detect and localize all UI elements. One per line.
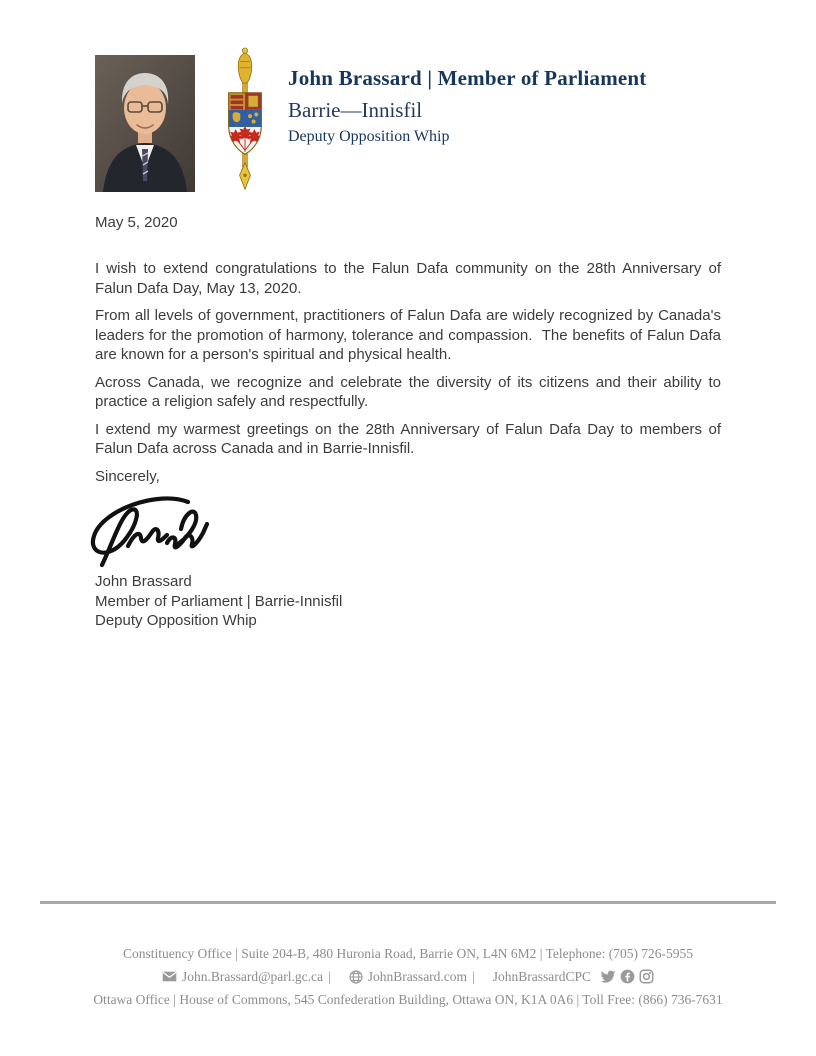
letter-date: May 5, 2020: [95, 214, 178, 231]
letterhead-riding: Barrie—Innisfil: [288, 98, 423, 122]
footer-divider: [40, 901, 776, 904]
mp-portrait-photo: [95, 55, 195, 192]
footer-social-handle: JohnBrassardCPC: [492, 969, 592, 984]
signer-name: John Brassard: [95, 573, 192, 590]
social-icons: [600, 969, 654, 984]
globe-icon: [349, 970, 363, 984]
letterhead-role: Deputy Opposition Whip: [288, 128, 450, 145]
footer-constituency-line: Constituency Office | Suite 204-B, 480 Huronia Road, Barrie ON, L4N 6M2 | Telephone: (705) 726-5955: [122, 946, 694, 961]
closing-line: Sincerely,: [95, 467, 160, 485]
twitter-icon: [600, 970, 616, 984]
letterhead-name-title: John Brassard | Member of Parliament: [288, 66, 647, 90]
envelope-icon: [162, 971, 177, 982]
separator: |: [327, 969, 331, 984]
paragraph-3: Across Canada, we recognize and celebrate the diversity of its citizens and their ability to practice a religion safely and respectfully.: [95, 373, 721, 410]
footer-website: JohnBrassard.com: [367, 969, 468, 984]
facebook-icon: [620, 969, 635, 984]
footer: [0, 942, 816, 1011]
commons-mace-shield-emblem: [221, 46, 269, 194]
footer-ottawa-line: Ottawa Office | House of Commons, 545 Confederation Building, Ottawa ON, K1A 0A6 | Toll Free: (866) 736-7631: [93, 992, 723, 1007]
handwritten-signature: [84, 494, 212, 570]
letter-body: [95, 259, 721, 494]
instagram-icon: [639, 969, 654, 984]
footer-email: John.Brassard@parl.gc.ca: [181, 969, 323, 984]
footer-contact-line: [0, 965, 816, 988]
separator: |: [472, 969, 475, 984]
paragraph-2: From all levels of government, practitioners of Falun Dafa are widely recognized by Canada's leaders for the promotion of harmony, tolerance and compassion. The benefits of Falun Dafa are known for a person's spiritual and physical health.: [95, 307, 721, 363]
paragraph-4: I extend my warmest greetings on the 28th Anniversary of Falun Dafa Day to members of Falun Dafa across Canada and in Barrie-Innisfil.: [95, 420, 721, 457]
signer-role: Deputy Opposition Whip: [95, 612, 257, 629]
paragraph-1: I wish to extend congratulations to the Falun Dafa community on the 28th Anniversary of Falun Dafa Day, May 13, 2020.: [95, 260, 721, 297]
signer-title: Member of Parliament | Barrie-Innisfil: [95, 592, 343, 610]
